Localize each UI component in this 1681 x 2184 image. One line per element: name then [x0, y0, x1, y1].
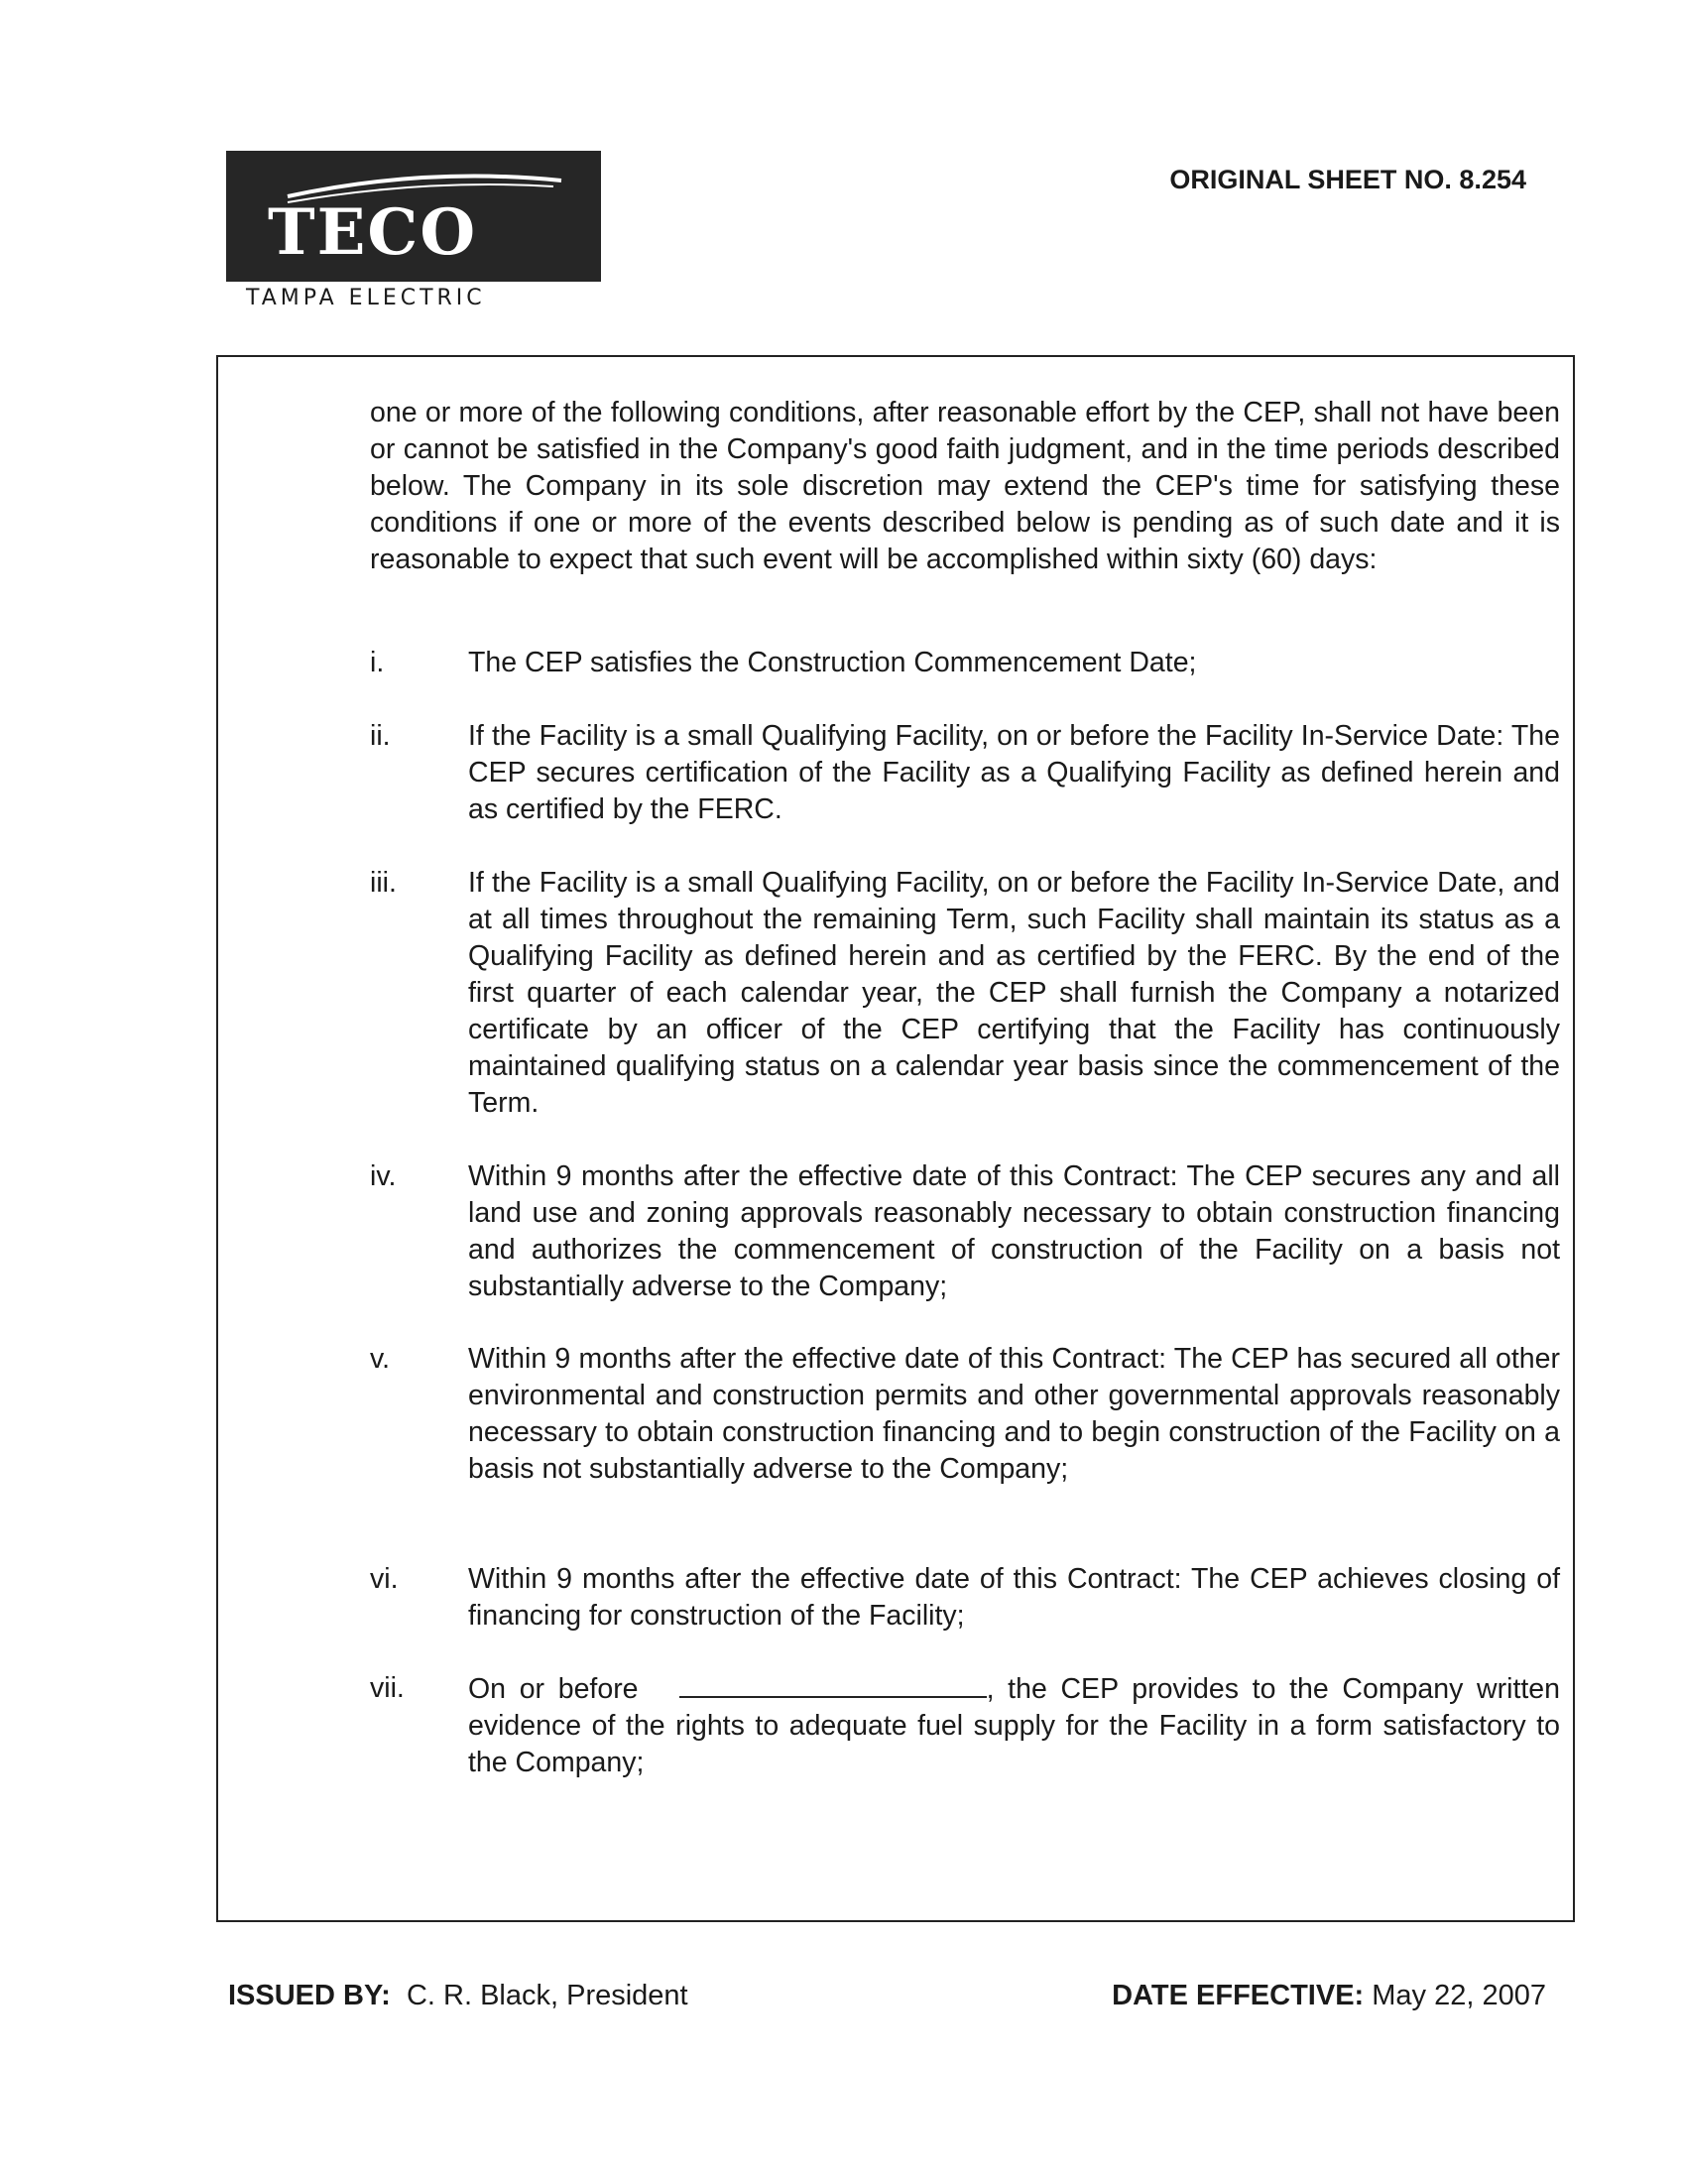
- clause-iv: [370, 1158, 1560, 1305]
- clause-text: [468, 1670, 1560, 1781]
- clause-number: ii.: [370, 720, 391, 752]
- logo-subtitle: TAMPA ELECTRIC: [246, 286, 486, 310]
- logo-wordmark: TECO: [268, 195, 478, 270]
- clause-number: v.: [370, 1343, 391, 1375]
- clause-number: iii.: [370, 867, 397, 899]
- sheet-number: ORIGINAL SHEET NO. 8.254: [1169, 165, 1526, 194]
- issued-by: [228, 1980, 688, 2012]
- issued-by-value: C. R. Black, President: [406, 1980, 688, 2011]
- blank-date-line: [679, 1670, 987, 1698]
- issued-by-label: ISSUED BY:: [228, 1980, 391, 2011]
- clause-text-before: On or before: [468, 1673, 639, 1705]
- clause-number: i.: [370, 647, 385, 678]
- clause-text: If the Facility is a small Qualifying Facility, on or before the Facility In-Service Date, and at all times throughout the remaining Term, such Facility shall maintain its status as a Qualifying Facility as defined herein and as certified by the FERC. By the end of the first quarter of each calendar year, the CEP shall furnish the Company a notarized certificate by an officer of the CEP certifying that the Facility has continuously maintained qualifying status on a calendar year basis since the commencement of the Term.: [468, 867, 1560, 1119]
- clause-i: [370, 645, 1560, 681]
- clause-vii: [370, 1670, 1560, 1781]
- clause-iii: [370, 865, 1560, 1122]
- clause-text: If the Facility is a small Qualifying Facility, on or before the Facility In-Service Date: The CEP secures certification of the Facility as a Qualifying Facility as defined herein and as certified by the FERC.: [468, 720, 1560, 825]
- logo-graphic: [226, 151, 601, 282]
- clause-text: Within 9 months after the effective date of this Contract: The CEP secures any and all land use and zoning approvals reasonably necessary to obtain construction financing and authorizes the commencement of construction of the Facility on a basis not substantially adverse to the Company;: [468, 1160, 1560, 1302]
- clause-text: The CEP satisfies the Construction Commencement Date;: [468, 647, 1197, 678]
- clause-ii: [370, 718, 1560, 828]
- date-effective-value: May 22, 2007: [1372, 1980, 1546, 2011]
- clause-text: Within 9 months after the effective date of this Contract: The CEP achieves closing of financing for construction of the Facility;: [468, 1563, 1560, 1632]
- clause-number: iv.: [370, 1160, 397, 1192]
- clause-text: Within 9 months after the effective date of this Contract: The CEP has secured all other environmental and construction permits and other governmental approvals reasonably necessary to obtain construction financing and to begin construction of the Facility on a basis not substantially adverse to the Company;: [468, 1343, 1560, 1485]
- date-effective-label: DATE EFFECTIVE:: [1112, 1980, 1365, 2011]
- clause-vi: [370, 1561, 1560, 1635]
- intro-paragraph: one or more of the following conditions, after reasonable effort by the CEP, shall not have been or cannot be satisfied in the Company's good faith judgment, and in the time periods described below. The Company in its sole discretion may extend the CEP's time for satisfying these conditions if one or more of the events described below is pending as of such date and it is reasonable to expect that such event will be accomplished within sixty (60) days:: [370, 397, 1560, 575]
- clause-v: [370, 1341, 1560, 1488]
- clause-number: vii.: [370, 1672, 405, 1704]
- teco-logo: [226, 151, 601, 282]
- clause-text-after: , the CEP provides to the Company written evidence of the rights to adequate fuel supply for the Facility in a form satisfactory to the Company;: [468, 1673, 1560, 1778]
- clause-number: vi.: [370, 1563, 399, 1595]
- date-effective: [1112, 1980, 1546, 2012]
